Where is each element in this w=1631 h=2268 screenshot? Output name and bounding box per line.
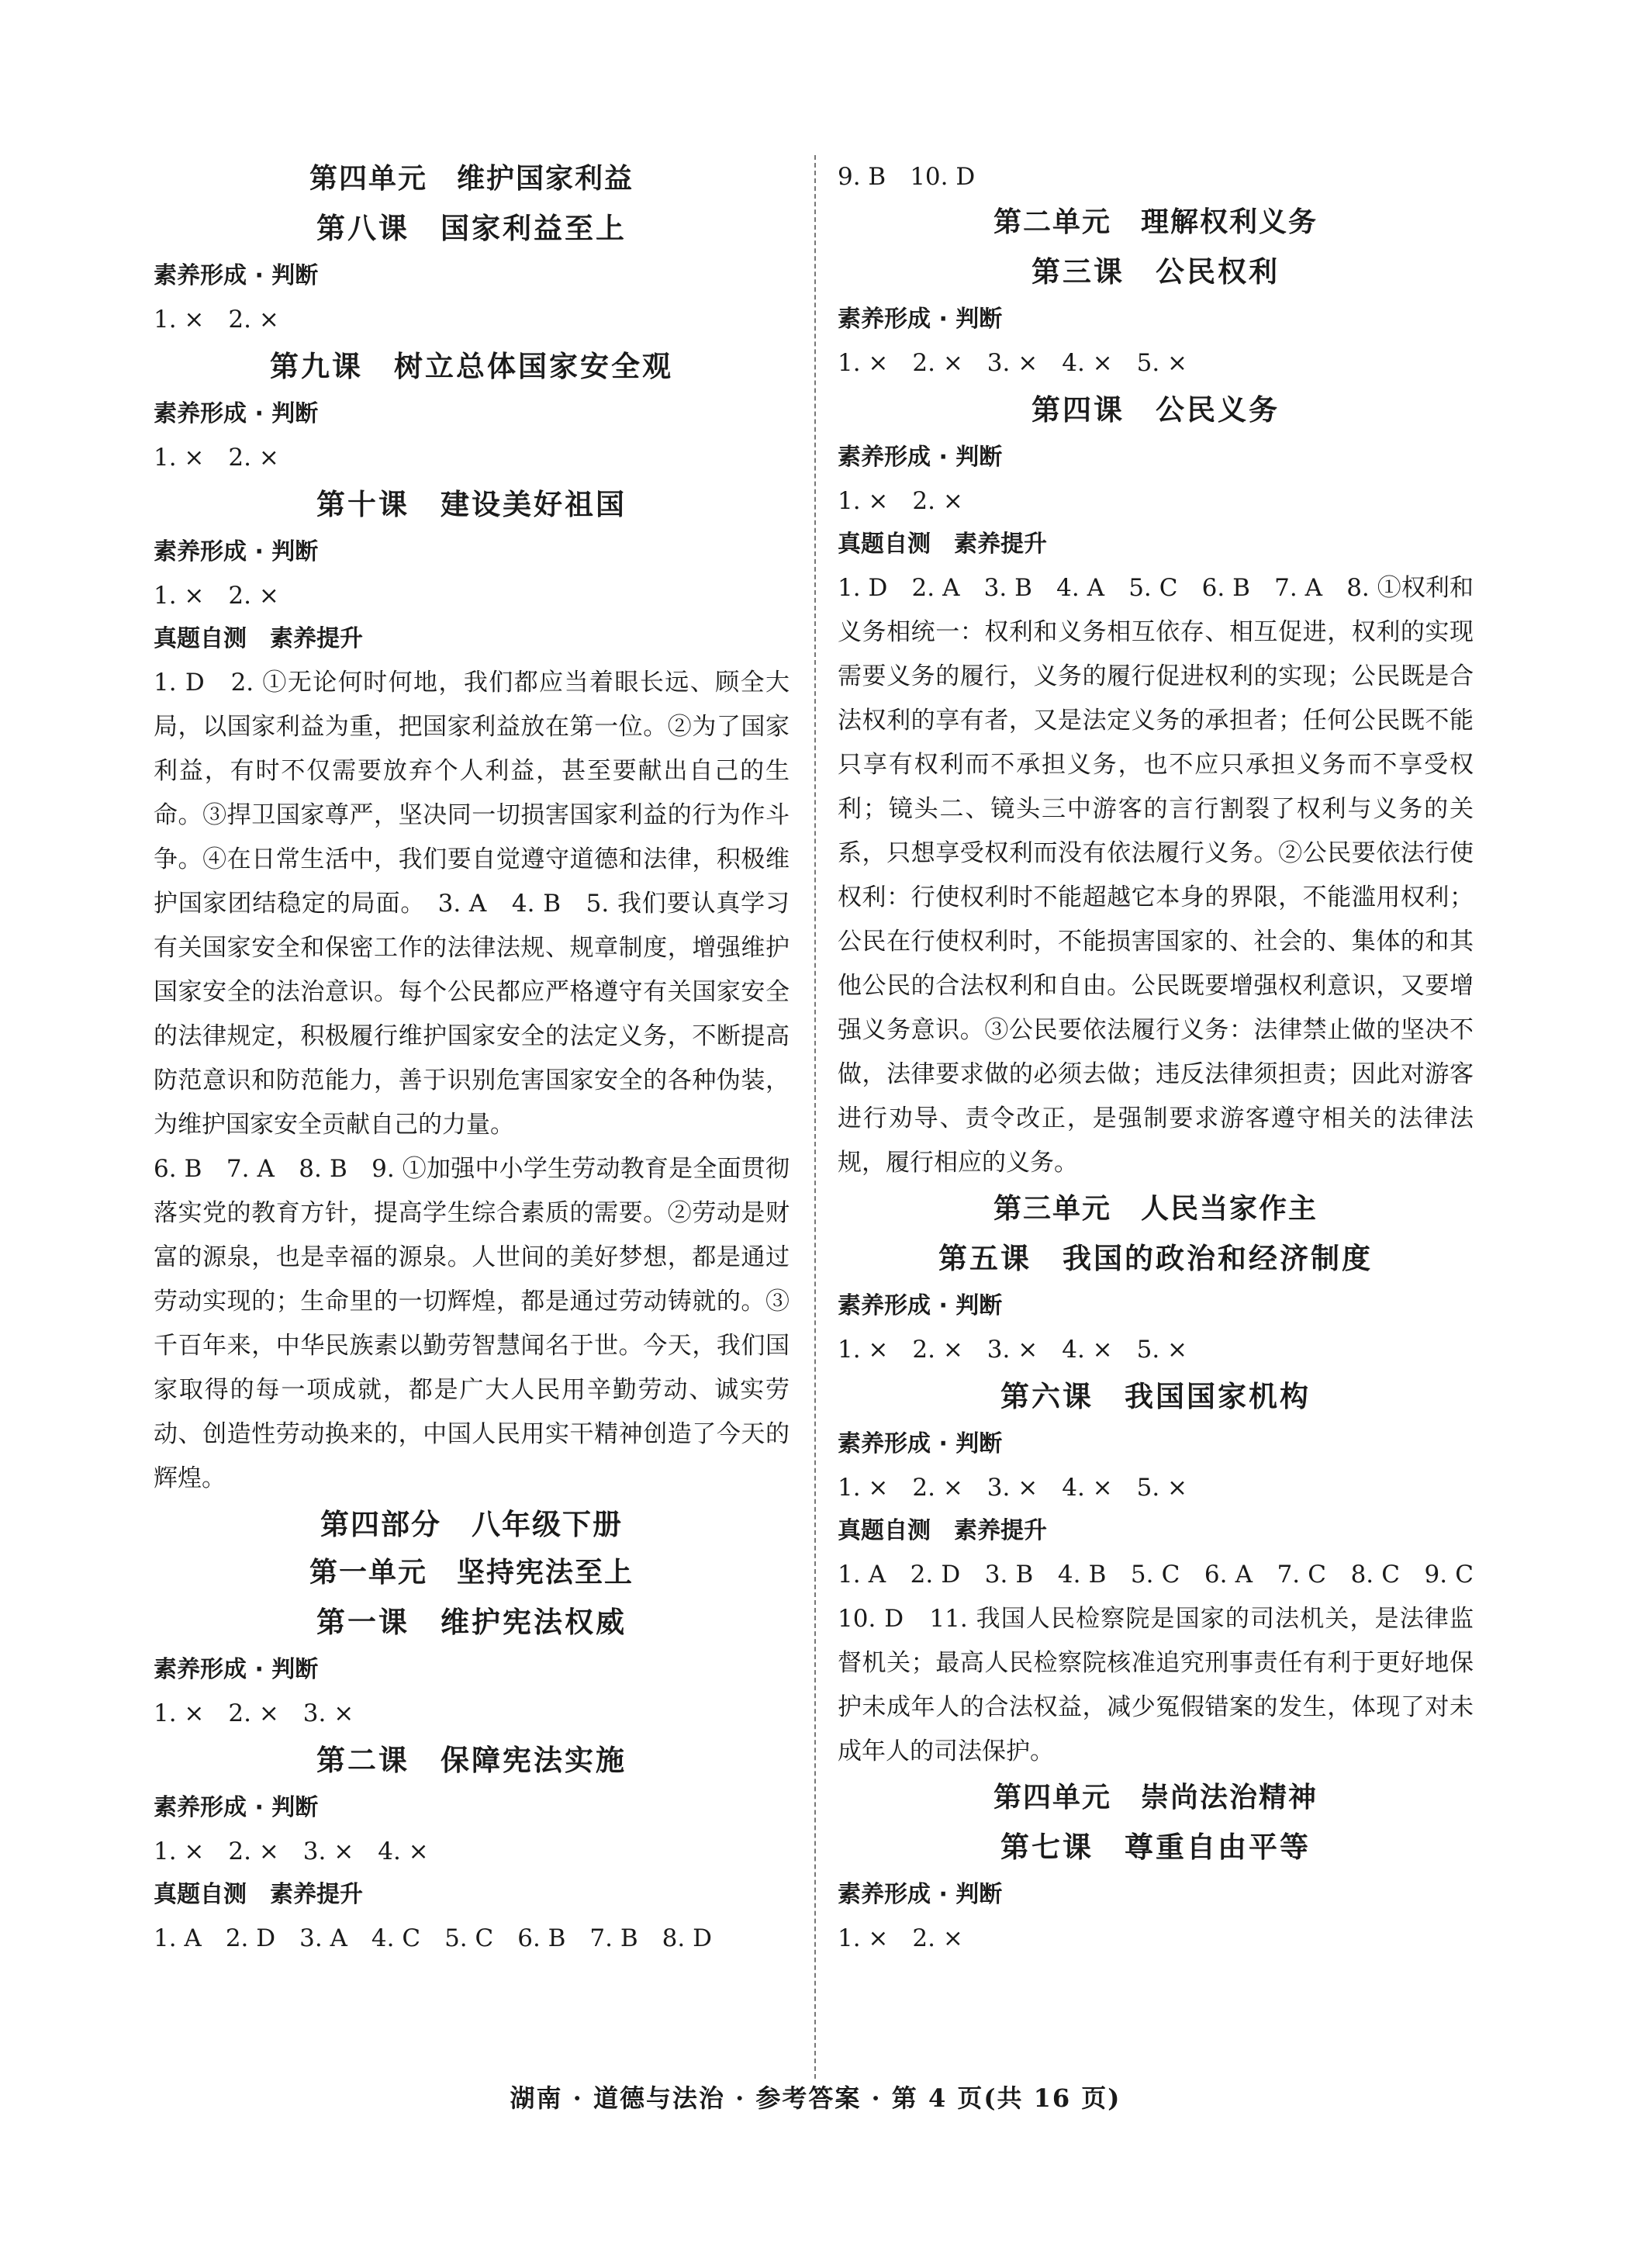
exam-paragraph-2: 6. B 7. A 8. B 9. ①加强中小学生劳动教育是全面贯彻落实党的教育方针，提高学生综合素质的需要。②劳动是财富的源泉，也是幸福的源泉。人世间的美好梦想，都是通过劳动实现的；生命里的一切辉煌，都是通过劳动铸就的。③千百年来，中华民族素以勤劳智慧闻名于世。今天，我们国家取得的每一项成就，都是广大人民用辛勤劳动、诚实劳动、创造性劳动换来的，中国人民用实干精神创造了今天的辉煌。 [154, 1155, 790, 1492]
lesson9-title: 第九课 树立总体国家安全观 [270, 350, 673, 383]
lesson10-title: 第十课 建设美好祖国 [316, 488, 627, 521]
column-divider [814, 155, 816, 2079]
page-footer: 湖南 · 道德与法治 · 参考答案 · 第 4 页(共 16 页) [510, 2083, 1121, 2113]
lesson10-label: 素养形成 · 判断 [154, 538, 319, 565]
exam2-answers: 1. A 2. D 3. A 4. C 5. C 6. B 7. B 8. D [154, 1924, 712, 1952]
right-exam-label: 真题自测 素养提升 [838, 531, 1047, 558]
lesson6-label: 素养形成 · 判断 [838, 1430, 1003, 1457]
lesson2-label: 素养形成 · 判断 [154, 1794, 319, 1821]
lesson3-label: 素养形成 · 判断 [838, 306, 1003, 333]
part4-title: 第四部分 八年级下册 [320, 1508, 623, 1541]
lesson7-label: 素养形成 · 判断 [838, 1881, 1003, 1908]
lesson5-label: 素养形成 · 判断 [838, 1292, 1003, 1319]
unit4b-title: 第四单元 崇尚法治精神 [993, 1782, 1318, 1813]
lesson1-answers: 1. × 2. × 3. × [154, 1699, 354, 1727]
lesson4-label: 素养形成 · 判断 [838, 444, 1003, 471]
exam-label: 真题自测 素养提升 [154, 625, 363, 652]
lesson8-answers: 1. × 2. × [154, 306, 279, 334]
lesson3-title: 第三课 公民权利 [1031, 255, 1280, 289]
lesson9-label: 素养形成 · 判断 [154, 400, 319, 427]
lesson4-title: 第四课 公民义务 [1031, 393, 1280, 427]
unit1-title: 第一单元 坚持宪法至上 [309, 1557, 634, 1589]
lesson5-answers: 1. × 2. × 3. × 4. × 5. × [838, 1336, 1188, 1364]
left-column [154, 155, 790, 1960]
right-exam-paragraph: 1. D 2. A 3. B 4. A 5. C 6. B 7. A 8. ①权利和义务相统一：权利和义务相互依存、相互促进，权利的实现需要义务的履行，义务的履行促进权利的实现；公民既是合法权利的享有者，又是法定义务的承担者；任何公民既不能只享有权利而不承担义务，也不应只承担义务而不享受权利；镜头二、镜头三中游客的言行割裂了权利与义务的关系，只想享受权利而没有依法履行义务。②公民要依法行使权利：行使权利时不能超越它本身的界限，不能滥用权利；公民在行使权利时，不能损害国家的、社会的、集体的和其他公民的合法权利和自由。公民既要增强权利意识，又要增强义务意识。③公民要依法履行义务：法律禁止做的坚决不做，法律要求做的必须去做；违反法律须担责；因此对游客进行劝导、责令改正，是强制要求游客遵守相关的法律法规，履行相应的义务。 [838, 574, 1474, 1177]
top-answers: 9. B 10. D [838, 163, 976, 191]
lesson7-title: 第七课 尊重自由平等 [1000, 1831, 1311, 1864]
unit3-title: 第三单元 人民当家作主 [993, 1193, 1318, 1225]
lesson3-answers: 1. × 2. × 3. × 4. × 5. × [838, 349, 1188, 377]
exam2-label: 真题自测 素养提升 [154, 1881, 363, 1908]
lesson8-title: 第八课 国家利益至上 [316, 212, 627, 245]
lesson8-label: 素养形成 · 判断 [154, 262, 319, 289]
lesson1-label: 素养形成 · 判断 [154, 1656, 319, 1683]
lesson4-answers: 1. × 2. × [838, 487, 963, 515]
lesson9-answers: 1. × 2. × [154, 444, 279, 472]
right-column [838, 155, 1498, 1960]
right-exam2-paragraph: 1. A 2. D 3. B 4. B 5. C 6. A 7. C 8. C 9. C 10. D 11. 我国人民检察院是国家的司法机关，是法律监督机关；最高人民检察院核准追究刑事责任有利于更好地保护未成年人的合法权益，减少冤假错案的发生，体现了对未成年人的司法保护。 [838, 1561, 1498, 1765]
lesson7-answers: 1. × 2. × [838, 1924, 963, 1952]
lesson2-title: 第二课 保障宪法实施 [316, 1744, 627, 1777]
lesson6-answers: 1. × 2. × 3. × 4. × 5. × [838, 1474, 1188, 1502]
unit4-title: 第四单元 维护国家利益 [309, 163, 634, 195]
lesson1-title: 第一课 维护宪法权威 [316, 1606, 627, 1639]
unit2-title: 第二单元 理解权利义务 [993, 206, 1318, 238]
lesson10-answers: 1. × 2. × [154, 582, 279, 610]
lesson6-title: 第六课 我国国家机构 [1000, 1380, 1311, 1413]
right-exam2-label: 真题自测 素养提升 [838, 1517, 1047, 1544]
lesson5-title: 第五课 我国的政治和经济制度 [938, 1242, 1373, 1275]
lesson2-answers: 1. × 2. × 3. × 4. × [154, 1838, 429, 1865]
exam-paragraph-1: 1. D 2. ①无论何时何地，我们都应当着眼长远、顾全大局，以国家利益为重，把国家利益放在第一位。②为了国家利益，有时不仅需要放弃个人利益，甚至要献出自己的生命。③捍卫国家尊严，坚决同一切损害国家利益的行为作斗争。④在日常生活中，我们要自觉遵守道德和法律，积极维护国家团结稳定的局面。 3. A 4. B 5. 我们要认真学习有关国家安全和保密工作的法律法规、规章制度，增强维护国家安全的法治意识。每个公民都应严格遵守有关国家安全的法律规定，积极履行维护国家安全的法定义务，不断提高防范意识和防范能力，善于识别危害国家安全的各种伪装，为维护国家安全贡献自己的力量。 [154, 669, 790, 1139]
